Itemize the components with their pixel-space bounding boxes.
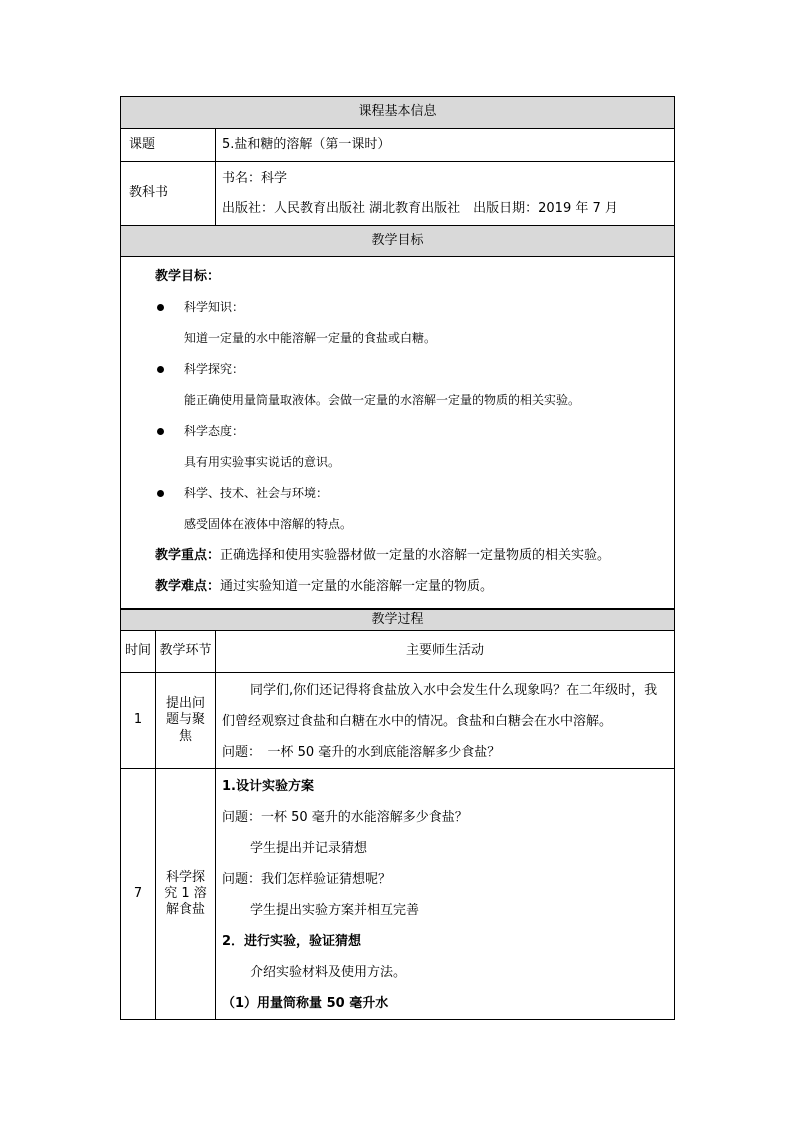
row-time: 7 — [121, 769, 156, 1020]
bullet-icon — [157, 304, 164, 311]
step-heading: 1.设计实验方案 — [222, 779, 314, 794]
bullet-icon — [157, 490, 164, 497]
objectives-title: 教学目标： — [155, 269, 221, 284]
column-header-activity: 主要师生活动 — [216, 631, 675, 673]
objectives-header: 教学目标 — [121, 226, 675, 257]
column-header-stage: 教学环节 — [156, 631, 216, 673]
lesson-plan-table — [120, 96, 675, 609]
book-name: 书名：科学 — [222, 170, 288, 186]
objective-text: 感受固体在液体中溶解的特点。 — [184, 517, 353, 531]
row-stage: 提出问题与聚焦 — [156, 673, 216, 769]
activity-question: 问题： 一杯 50 毫升的水到底能溶解多少食盐？ — [222, 745, 501, 760]
textbook-details — [216, 162, 675, 226]
publisher-line: 出版社：人民教育出版社 湖北教育出版社 出版日期：2019 年 7 月 — [222, 200, 618, 216]
step-heading: 2．进行实验，验证猜想 — [222, 934, 362, 949]
objective-text: 能正确使用量筒量取液体。会做一定量的水溶解一定量的物质的相关实验。 — [184, 393, 581, 407]
objective-text: 具有用实验事实说话的意识。 — [184, 455, 341, 469]
bullet-icon — [157, 428, 164, 435]
objective-heading: 科学态度： — [155, 416, 674, 447]
objective-text: 知道一定量的水中能溶解一定量的食盐或白糖。 — [184, 331, 437, 345]
objectives-body — [121, 257, 675, 609]
row-time: 1 — [121, 673, 156, 769]
process-table — [120, 609, 675, 1020]
activity-line: 学生提出并记录猜想 — [250, 841, 368, 856]
teaching-key-point: 教学重点：正确选择和使用实验器材做一定量的水溶解一定量物质的相关实验。 — [155, 548, 611, 563]
substep-heading: （1）用量筒称量 50 毫升水 — [222, 996, 389, 1011]
row-activity — [216, 673, 675, 769]
activity-paragraph: 同学们,你们还记得将食盐放入水中会发生什么现象吗？在二年级时，我们曾经观察过食盐和白糖在水中的情况。食盐和白糖会在水中溶解。 — [222, 683, 658, 729]
course-info-header: 课程基本信息 — [121, 97, 675, 129]
row-stage: 科学探究 1 溶解食盐 — [156, 769, 216, 1020]
row-activity — [216, 769, 675, 1020]
activity-line: 学生提出实验方案并相互完善 — [250, 903, 420, 918]
lesson-plan-document — [120, 96, 674, 1020]
objective-heading: 科学知识： — [155, 292, 674, 323]
activity-line: 介绍实验材料及使用方法。 — [250, 965, 407, 980]
process-header: 教学过程 — [121, 610, 675, 631]
objective-heading: 科学探究： — [155, 354, 674, 385]
activity-question: 问题：我们怎样验证猜想呢？ — [222, 872, 392, 887]
topic-label: 课题 — [121, 129, 216, 162]
topic-value: 5.盐和糖的溶解（第一课时） — [216, 129, 675, 162]
bullet-icon — [157, 366, 164, 373]
objective-heading: 科学、技术、社会与环境： — [155, 478, 674, 509]
textbook-label: 教科书 — [121, 162, 216, 226]
activity-question: 问题：一杯 50 毫升的水能溶解多少食盐？ — [222, 810, 468, 825]
teaching-difficulty: 教学难点：通过实验知道一定量的水能溶解一定量的物质。 — [155, 579, 494, 594]
column-header-time: 时间 — [121, 631, 156, 673]
